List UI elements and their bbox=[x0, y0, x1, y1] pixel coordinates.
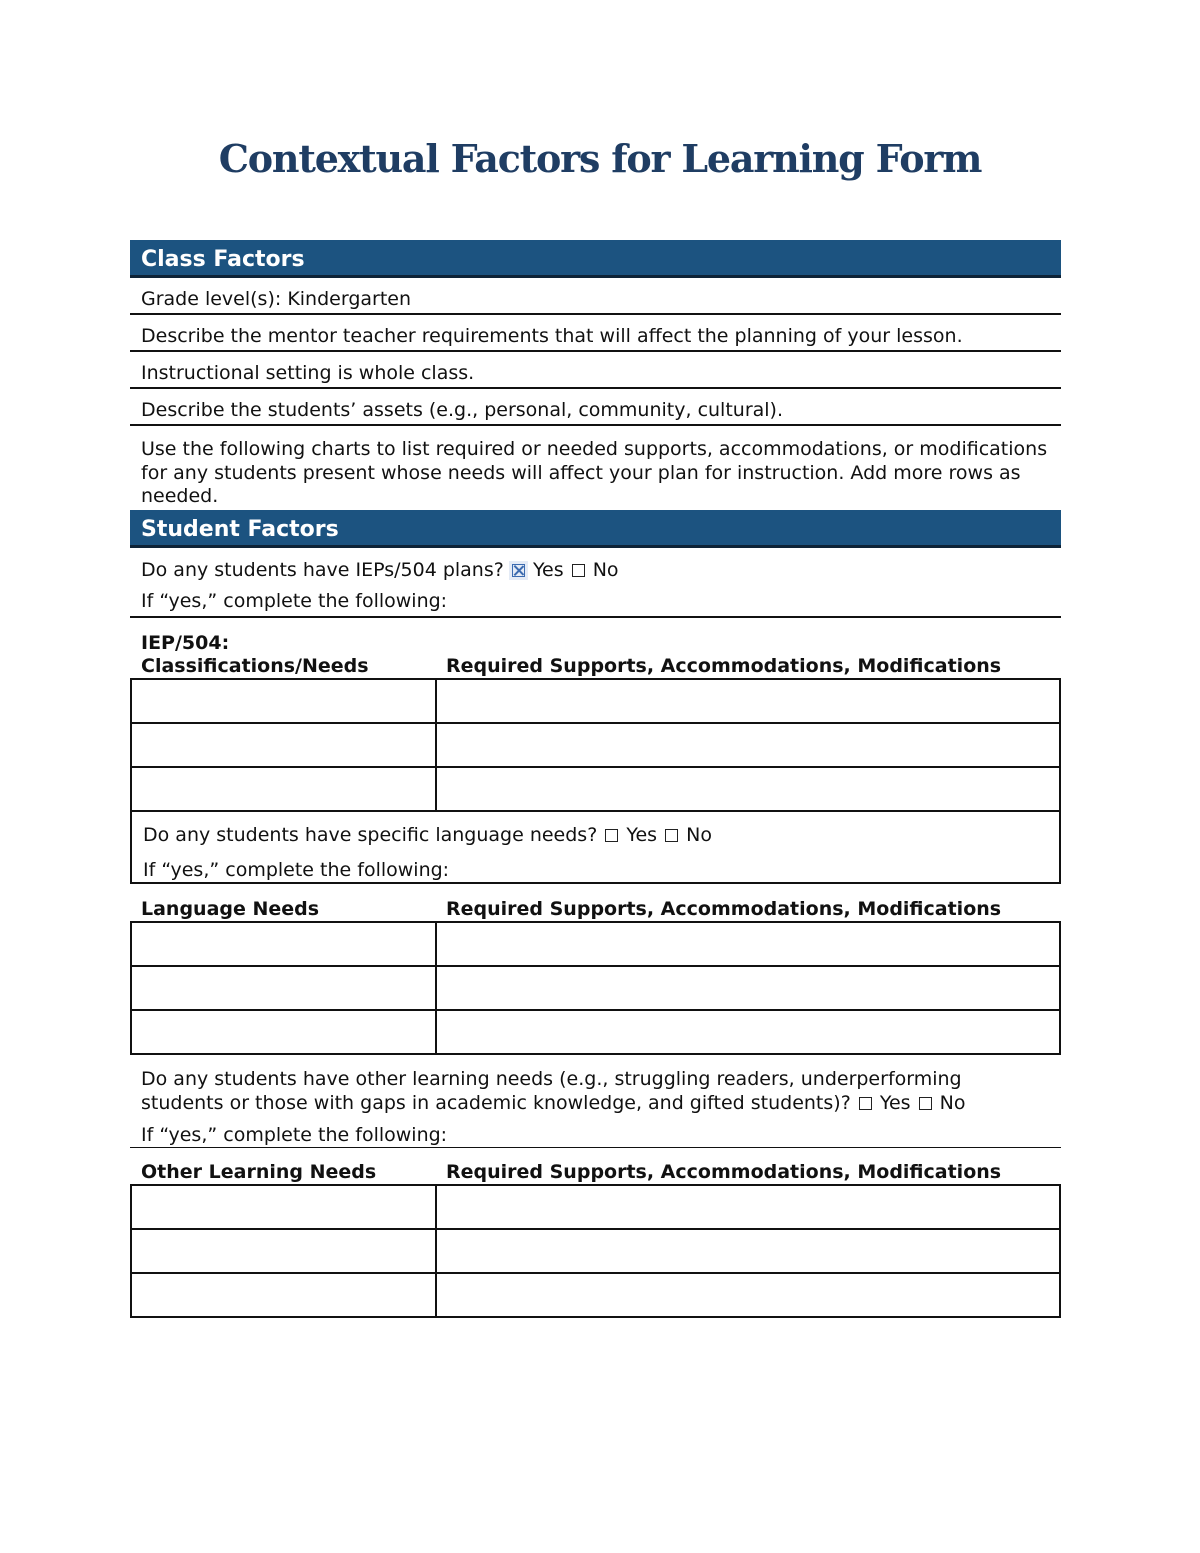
table-row bbox=[131, 1185, 1060, 1229]
language-question-row bbox=[132, 822, 712, 848]
other-table-headers bbox=[130, 1148, 1061, 1184]
page-title: Contextual Factors for Learning Form bbox=[218, 136, 982, 181]
language-yes-label: Yes bbox=[626, 824, 658, 846]
language-col2-header: Required Supports, Accommodations, Modifications bbox=[446, 898, 1002, 920]
iep-support-cell[interactable] bbox=[436, 679, 1060, 723]
mentor-requirements-field[interactable]: Describe the mentor teacher requirements that will affect the planning of your lesson. bbox=[130, 315, 1061, 352]
table-row bbox=[131, 922, 1060, 966]
table-row bbox=[131, 966, 1060, 1010]
iep-question: Do any students have IEPs/504 plans? bbox=[141, 559, 504, 581]
other-yes-label: Yes bbox=[879, 1092, 911, 1114]
iep-question-row bbox=[130, 548, 1061, 586]
iep-if-yes: If “yes,” complete the following: bbox=[130, 586, 1061, 618]
iep-yes-label: Yes bbox=[532, 559, 564, 581]
iep-need-cell[interactable] bbox=[131, 767, 436, 811]
language-question-box bbox=[130, 812, 1061, 884]
language-table-headers bbox=[130, 884, 1061, 921]
iep-col2-header: Required Supports, Accommodations, Modifications bbox=[446, 655, 1002, 677]
language-col1-header: Language Needs bbox=[141, 898, 320, 920]
grade-level-field[interactable]: Grade level(s): Kindergarten bbox=[130, 278, 1061, 315]
instructional-setting-field[interactable]: Instructional setting is whole class. bbox=[130, 352, 1061, 389]
iep-table-headers bbox=[130, 618, 1061, 678]
iep-no-label: No bbox=[592, 559, 619, 581]
iep-col1-header bbox=[141, 632, 369, 678]
other-col1-header: Other Learning Needs bbox=[141, 1161, 377, 1183]
table-row bbox=[131, 1273, 1060, 1317]
other-need-cell[interactable] bbox=[131, 1185, 436, 1229]
iep-need-cell[interactable] bbox=[131, 679, 436, 723]
contextual-factors-form bbox=[130, 240, 1061, 1318]
other-question-row bbox=[130, 1055, 1061, 1115]
language-question: Do any students have specific language needs? bbox=[143, 824, 598, 846]
iep-support-cell[interactable] bbox=[436, 767, 1060, 811]
language-need-cell[interactable] bbox=[131, 1010, 436, 1054]
iep-support-cell[interactable] bbox=[436, 723, 1060, 767]
other-question: Do any students have other learning needs (e.g., struggling readers, underperforming students or those with gaps in academic knowledge, and gifted students)? bbox=[141, 1068, 962, 1114]
other-yes-checkbox[interactable] bbox=[859, 1097, 872, 1110]
language-support-cell[interactable] bbox=[436, 922, 1060, 966]
other-support-cell[interactable] bbox=[436, 1185, 1060, 1229]
table-row bbox=[131, 723, 1060, 767]
other-support-cell[interactable] bbox=[436, 1273, 1060, 1317]
language-no-checkbox[interactable] bbox=[665, 829, 678, 842]
iep-table bbox=[130, 678, 1061, 812]
iep-col1-header-line2: Classifications/Needs bbox=[141, 655, 369, 677]
other-no-checkbox[interactable] bbox=[919, 1097, 932, 1110]
student-assets-field[interactable]: Describe the students’ assets (e.g., personal, community, cultural). bbox=[130, 389, 1061, 426]
table-row bbox=[131, 767, 1060, 811]
iep-yes-checkbox[interactable] bbox=[512, 564, 525, 577]
language-support-cell[interactable] bbox=[436, 966, 1060, 1010]
table-row bbox=[131, 679, 1060, 723]
iep-need-cell[interactable] bbox=[131, 723, 436, 767]
other-if-yes: If “yes,” complete the following: bbox=[130, 1115, 1061, 1148]
student-factors-header: Student Factors bbox=[130, 510, 1061, 548]
class-factors-header: Class Factors bbox=[130, 240, 1061, 278]
other-need-cell[interactable] bbox=[131, 1273, 436, 1317]
language-no-label: No bbox=[686, 824, 712, 846]
table-row bbox=[131, 1229, 1060, 1273]
other-col2-header: Required Supports, Accommodations, Modifications bbox=[446, 1161, 1002, 1183]
language-if-yes: If “yes,” complete the following: bbox=[143, 859, 450, 881]
language-need-cell[interactable] bbox=[131, 922, 436, 966]
language-yes-checkbox[interactable] bbox=[605, 829, 618, 842]
instructions-text: Use the following charts to list required or needed supports, accommodations, or modifications for any students present whose needs will affect your plan for instruction. Add more rows as needed. bbox=[141, 438, 1048, 507]
other-no-label: No bbox=[939, 1092, 966, 1114]
iep-no-checkbox[interactable] bbox=[572, 564, 585, 577]
other-support-cell[interactable] bbox=[436, 1229, 1060, 1273]
other-need-cell[interactable] bbox=[131, 1229, 436, 1273]
other-table bbox=[130, 1184, 1061, 1318]
language-support-cell[interactable] bbox=[436, 1010, 1060, 1054]
language-table bbox=[130, 921, 1061, 1055]
table-row bbox=[131, 1010, 1060, 1054]
iep-col1-header-line1: IEP/504: bbox=[141, 632, 230, 654]
language-need-cell[interactable] bbox=[131, 966, 436, 1010]
